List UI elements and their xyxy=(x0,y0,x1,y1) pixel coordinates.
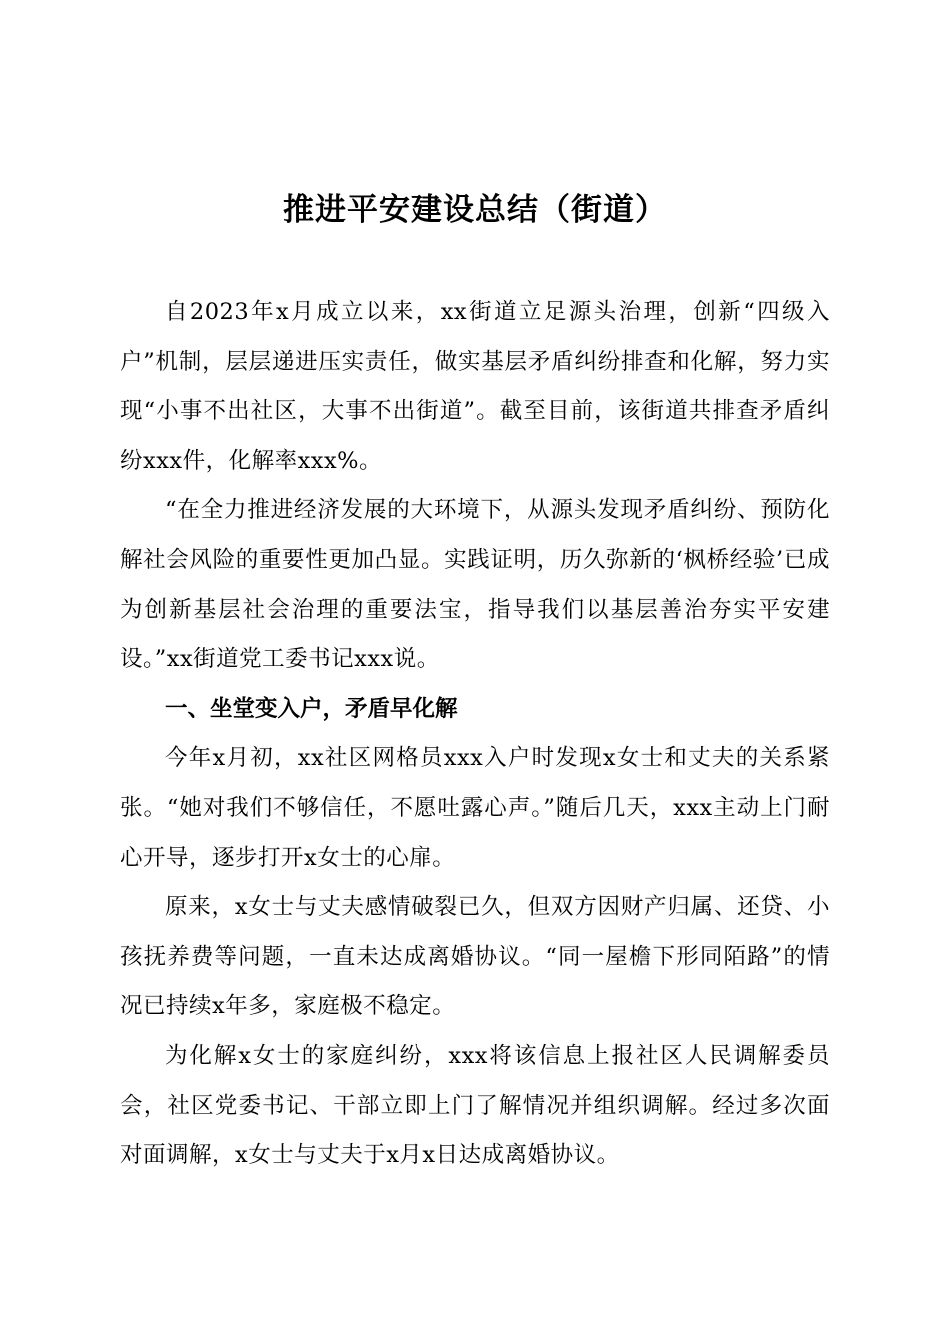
document-title: 推进平安建设总结（街道） xyxy=(283,192,667,228)
section-heading: 一、坐堂变入户，矛盾早化解 xyxy=(165,695,458,722)
intro-paragraph: 自2023年x月成立以来，xx街道立足源头治理，创新“四级入户”机制，层层递进压实责任，做实基层矛盾纠纷排查和化解，努力实现“小事不出社区，大事不出街道”。截至目前，该街道共排查矛盾纠纷xxx件，化解率xxx%。 xyxy=(120,299,830,474)
section-paragraph: 今年x月初，xx社区网格员xxx入户时发现x女士和丈夫的关系紧张。“她对我们不够信任，不愿吐露心声。”随后几天，xxx主动上门耐心开导，逐步打开x女士的心扉。 xyxy=(120,745,830,871)
section-paragraph: 为化解x女士的家庭纠纷，xxx将该信息上报社区人民调解委员会，社区党委书记、干部立即上门了解情况并组织调解。经过多次面对面调解，x女士与丈夫于x月x日达成离婚协议。 xyxy=(120,1042,830,1169)
document-body xyxy=(120,288,830,1181)
section-paragraph: 原来，x女士与丈夫感情破裂已久，但双方因财产归属、还贷、小孩抚养费等问题，一直未达成离婚协议。“同一屋檐下形同陌路”的情况已持续x年多，家庭极不稳定。 xyxy=(120,894,830,1020)
quote-paragraph: “在全力推进经济发展的大环境下，从源头发现矛盾纠纷、预防化解社会风险的重要性更加凸显。实践证明，历久弥新的‘枫桥经验’已成为创新基层社会治理的重要法宝，指导我们以基层善治夯实平安建设。”xx街道党工委书记xxx说。 xyxy=(120,497,830,673)
